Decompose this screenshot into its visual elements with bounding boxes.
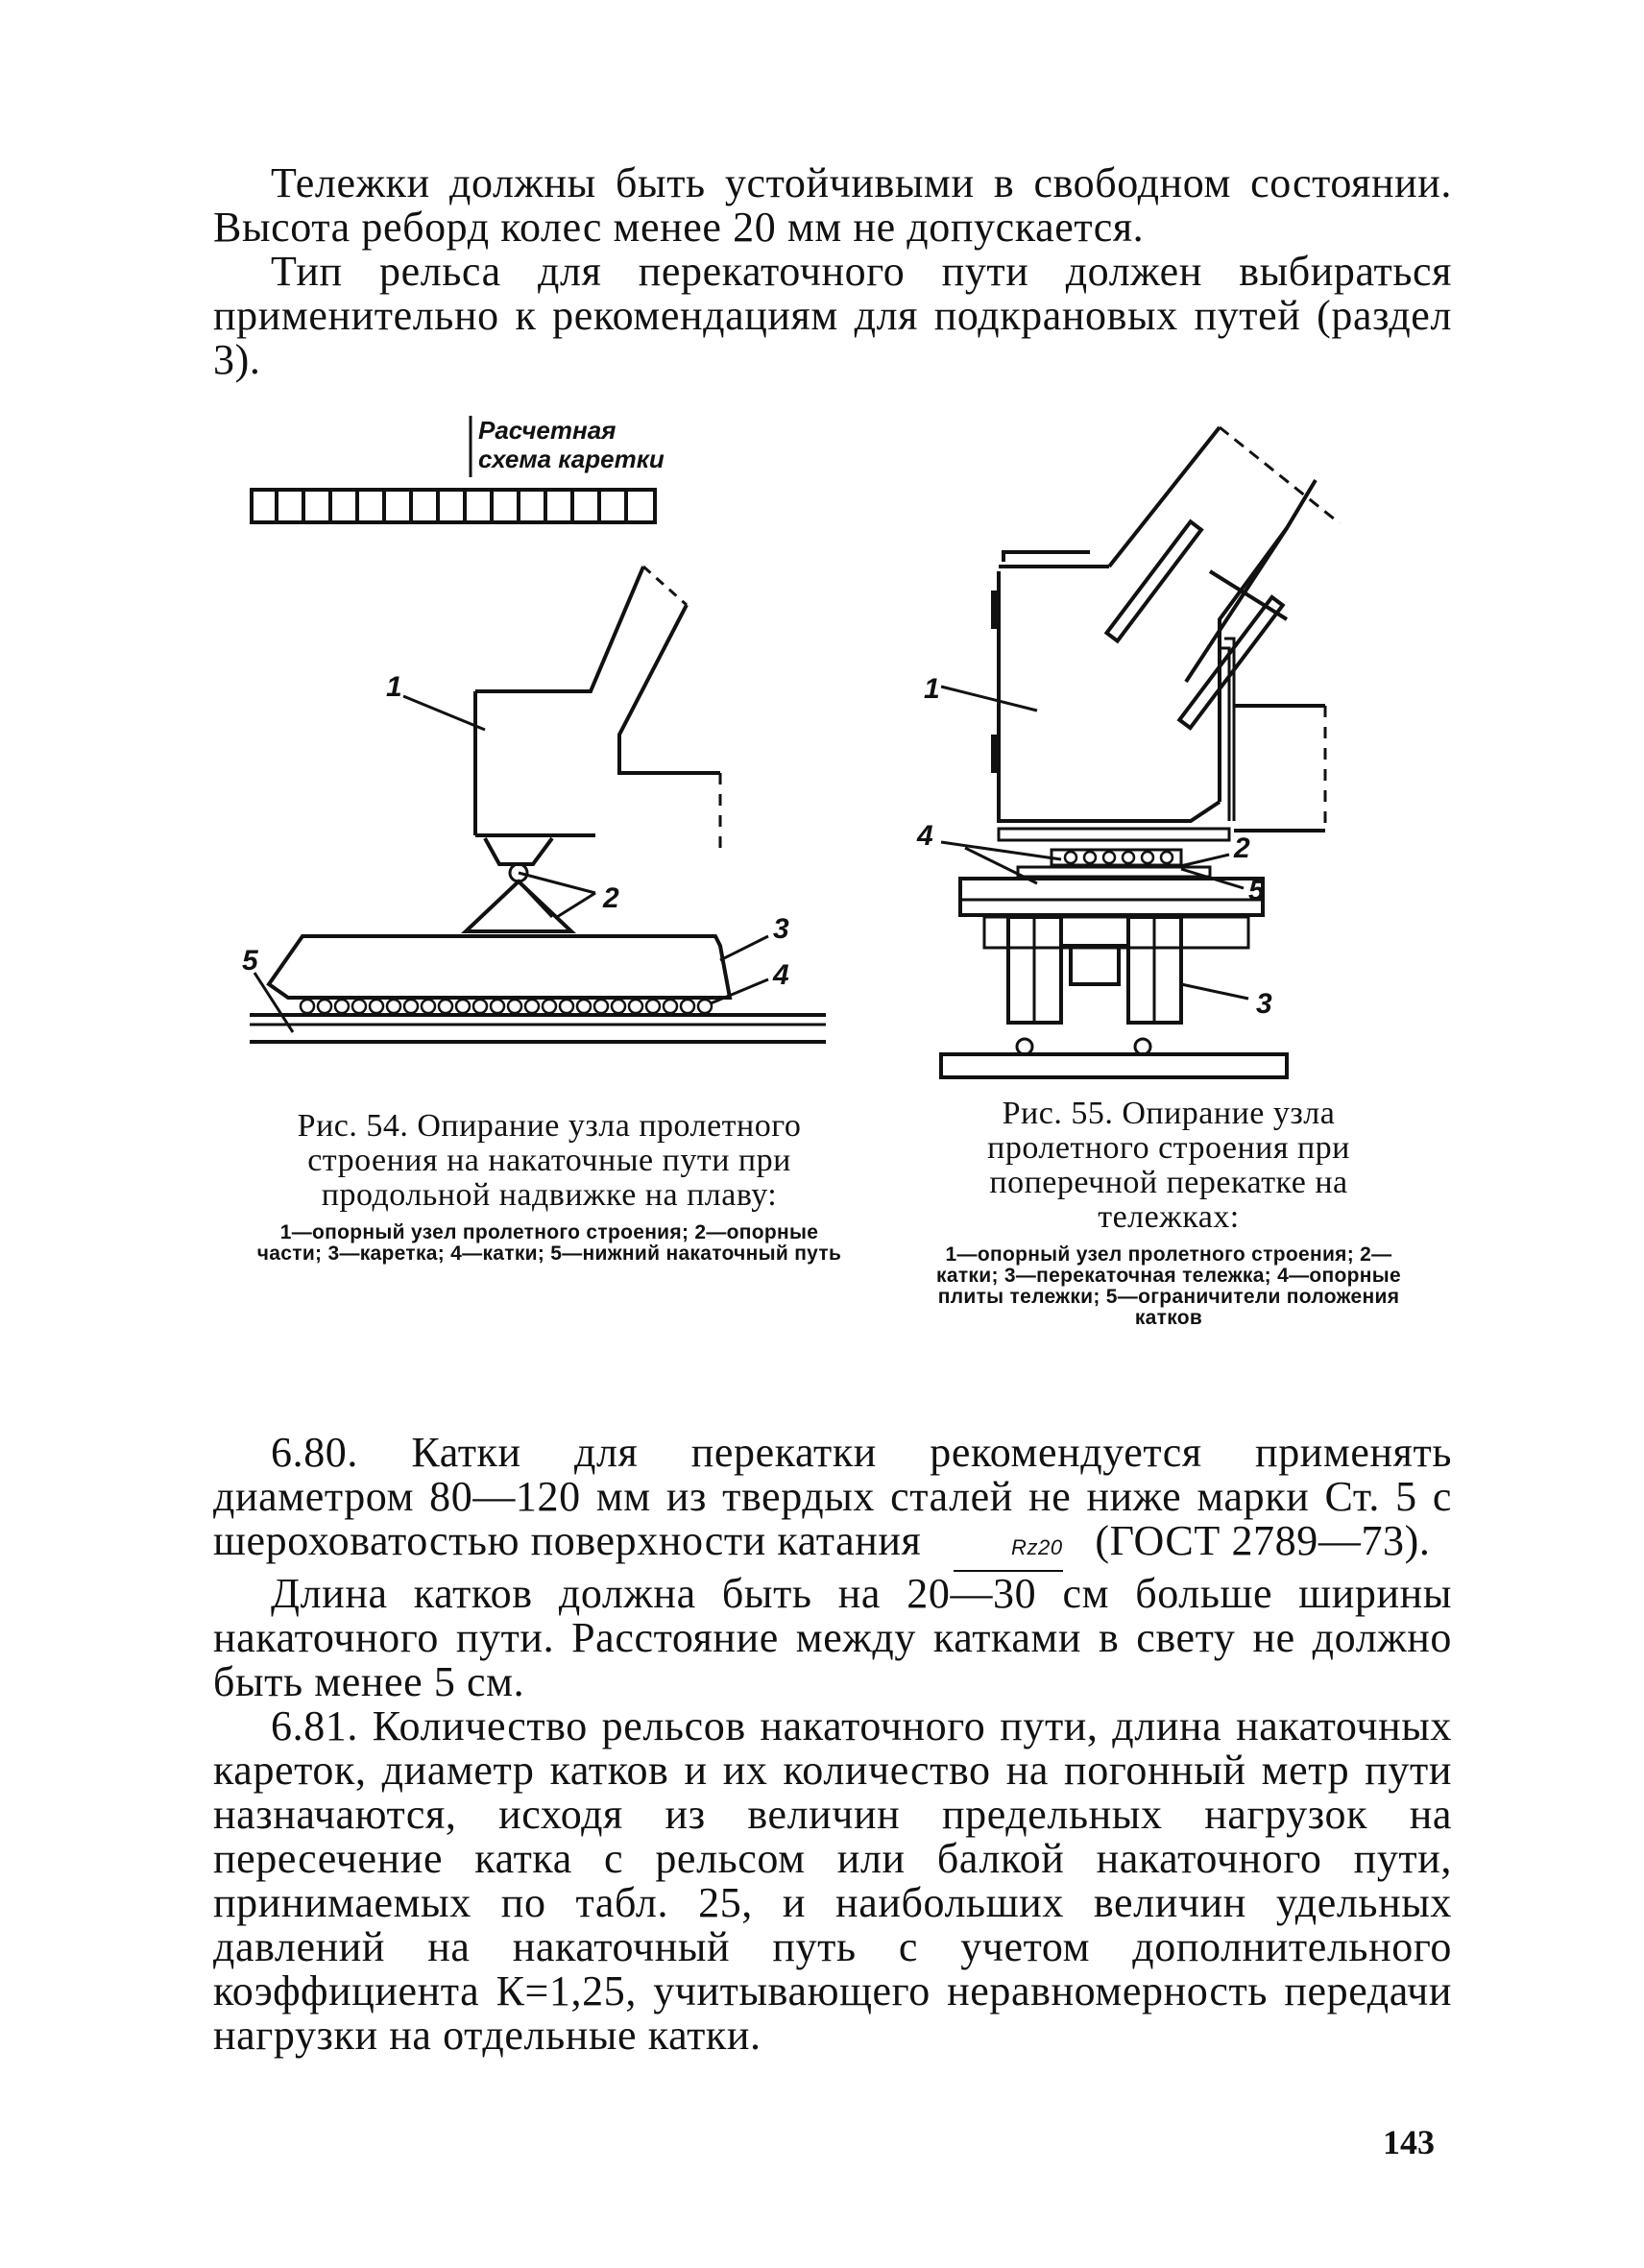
paragraph-6-80-text: 6.80. Катки для перекатки рекомендуется применять диаметром 80—120 мм из твердых сталей не ниже марки Ст. 5 с шероховатостью поверхности катания xyxy=(213,1429,1452,1564)
fig55-callout-2: 2 xyxy=(1234,832,1250,864)
scheme-teeth xyxy=(277,490,626,522)
body-text xyxy=(213,1431,1452,2058)
fig54-callout-2: 2 xyxy=(603,882,619,914)
scheme-label-line-1: Расчетная xyxy=(478,416,616,445)
paragraph-6-80-gost: (ГОСТ 2789—73). xyxy=(1095,1517,1431,1564)
fig55-callout-5: 5 xyxy=(1248,875,1265,906)
figure-54-caption-title: Рис. 54. Опирание узла пролетного строения на накаточные пути при продольной надвижке на плаву: xyxy=(297,1108,802,1213)
fig55-callout-1: 1 xyxy=(924,673,940,705)
page-number: 143 xyxy=(1383,2123,1435,2161)
rollers xyxy=(301,1000,712,1013)
fig55-rollers xyxy=(1065,852,1173,863)
fig54-callout-1: 1 xyxy=(386,671,402,703)
paragraph-6-81: 6.81. Количество рельсов накаточного пути, длина накаточных кареток, диаметр катков и их количество на погонный метр пути назначаются, исходя из величин предельных нагрузок на пересечение катка с рельсом или балкой накаточного пути, принимаемых по табл. 25, и наибольших величин удельных давлений на накаточный путь с учетом дополнительного коэффициента К=1,25, учитывающего неравномерность передачи нагрузки на отдельные катки. xyxy=(213,1702,1452,2059)
figure-55 xyxy=(903,398,1450,1080)
fig54-callout-5: 5 xyxy=(242,945,258,977)
fig54-callout-4: 4 xyxy=(773,959,789,991)
fig54-callout-3: 3 xyxy=(773,913,789,945)
figure-55-caption xyxy=(924,1097,1414,1329)
paragraph-6-80 xyxy=(213,1431,1452,1572)
figure-55-caption-legend: 1—опорный узел пролетного строения; 2—катки; 3—перекаточная тележка; 4—опорные плиты тележки; 5—ограничители положения катков xyxy=(936,1243,1401,1329)
intro-text xyxy=(213,161,1452,382)
figure-54-caption xyxy=(252,1109,847,1265)
scheme-label-line-2: схема каретки xyxy=(478,445,665,473)
fig55-callout-4: 4 xyxy=(917,820,933,852)
paragraph-rollers-length: Длина катков должна быть на 20—30 см больше ширины накаточного пути. Расстояние между катками в свету не должно быть менее 5 см. xyxy=(213,1570,1452,1705)
figure-54-caption-legend: 1—опорный узел пролетного строения; 2—опорные части; 3—каретка; 4—катки; 5—нижний накаточный путь xyxy=(256,1221,842,1265)
roughness-symbol-icon: Rz20 xyxy=(954,1526,1063,1572)
figure-55-caption-title: Рис. 55. Опирание узла пролетного строения при поперечной перекатке на тележках: xyxy=(987,1096,1350,1235)
intro-paragraph-2: Тип рельса для перекаточного пути должен выбираться применительно к рекомендациям для подкрановых путей (раздел 3). xyxy=(213,248,1452,383)
fig55-callout-3: 3 xyxy=(1256,988,1272,1020)
figure-54 xyxy=(230,408,855,1080)
intro-paragraph-1: Тележки должны быть устойчивыми в свободном состоянии. Высота реборд колес менее 20 мм не допускается. xyxy=(213,159,1452,251)
